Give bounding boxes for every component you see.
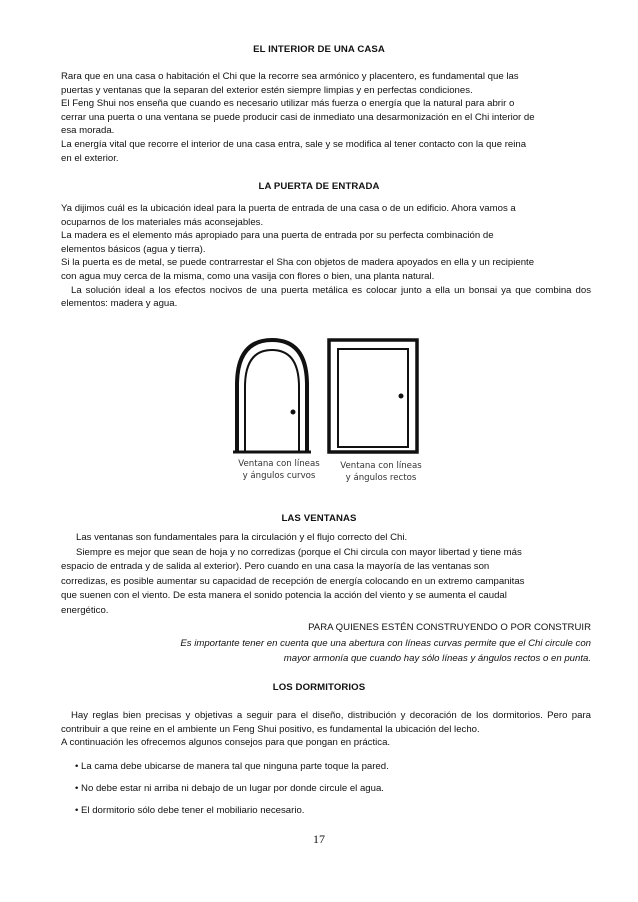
interior-line: El Feng Shui nos enseña que cuando es necesario utilizar más fuerza o energía que la natural para abrir o: [61, 98, 515, 110]
curved-window-handle: [291, 410, 296, 415]
interior-line: La energía vital que recorre el interior de una casa entra, sale y se modifica al tener contacto con la que reina: [61, 138, 527, 150]
windows-paragraph: [61, 531, 591, 619]
builders-note-line: mayor armonía que cuando hay sólo líneas y ángulos rectos o en punta.: [283, 653, 591, 664]
curved-caption-line: Ventana con líneas: [238, 459, 320, 469]
section-title-entrance: LA PUERTA DE ENTRADA: [258, 181, 380, 192]
rect-window-handle: [399, 394, 404, 399]
curved-window-outer: [237, 340, 307, 452]
rect-window-caption: [331, 460, 431, 484]
rect-caption-line: y ángulos rectos: [345, 473, 417, 483]
bedrooms-intro-last: A continuación les ofrecemos algunos consejos para que pongan en práctica.: [61, 737, 391, 749]
section-title-interior: EL INTERIOR DE UNA CASA: [253, 44, 385, 55]
bedroom-tip: • No debe estar ni arriba ni debajo de un lugar por donde circule el agua.: [75, 783, 384, 794]
entrance-line: Si la puerta es de metal, se puede contrarrestar el Sha con objetos de madera apoyados en ella y un recipiente: [61, 257, 535, 269]
windows-line: espacio de entrada y de salida al exterior). Pero cuando en una casa la mayoría de las ventanas son: [61, 561, 490, 573]
curved-window-inner: [245, 350, 299, 452]
curved-caption-line: y ángulos curvos: [242, 471, 316, 481]
rect-caption-line: Ventana con líneas: [340, 461, 422, 471]
windows-line: corredizas, es posible aumentar su capacidad de recepción de energía colocando en un extremo campanitas: [61, 575, 525, 587]
rect-window-outer: [329, 340, 417, 452]
bedroom-tip: • El dormitorio sólo debe tener el mobiliario necesario.: [75, 805, 305, 816]
interior-paragraph: [61, 70, 591, 165]
bedrooms-intro: Hay reglas bien precisas y objetivas a seguir para el diseño, distribución y decoración de los dormitorios. Pero para contribuir a que reine en el ambiente un Feng Shui positivo, es fundamental la ubicación del lecho.: [61, 710, 591, 735]
interior-line: cerrar una puerta o una ventana se puede producir casi de inmediato una desarmonización en el Chi interior de: [61, 111, 535, 123]
bedroom-tip: • La cama debe ubicarse de manera tal que ninguna parte toque la pared.: [75, 761, 389, 772]
curved-window-caption: [231, 458, 327, 482]
builders-note: [61, 636, 591, 666]
entrance-line: elementos básicos (agua y tierra).: [61, 243, 206, 255]
entrance-paragraph: [61, 202, 591, 311]
interior-line: esa morada.: [61, 125, 115, 137]
entrance-line: Ya dijimos cuál es la ubicación ideal para la puerta de entrada de una casa o de un edificio. Ahora vamos a: [61, 203, 516, 214]
interior-line: Rara que en una casa o habitación el Chi que la recorre sea armónico y placentero, es fundamental que las: [61, 71, 519, 82]
page-number: 17: [313, 832, 325, 846]
windows-line: Siempre es mejor que sean de hoja y no corredizas (porque el Chi circula con mayor libertad y tiene más: [76, 546, 522, 558]
windows-line: Las ventanas son fundamentales para la circulación y el flujo correcto del Chi.: [76, 532, 408, 543]
interior-line: en el exterior.: [61, 152, 119, 164]
builders-note-line: Es importante tener en cuenta que una abertura con líneas curvas permite que el Chi circule con: [180, 638, 591, 649]
windows-illustration: [227, 330, 439, 460]
entrance-line: ocuparnos de los materiales más aconsejables.: [61, 216, 264, 228]
section-title-windows: LAS VENTANAS: [281, 513, 357, 524]
windows-figure: [227, 330, 439, 490]
section-title-bedrooms: LOS DORMITORIOS: [272, 682, 366, 693]
entrance-closing: La solución ideal a los efectos nocivos de una puerta metálica es colocar junto a ella un bonsai ya que combina dos elementos: madera y agua.: [61, 284, 591, 310]
builders-heading: PARA QUIENES ESTÉN CONSTRUYENDO O POR CONSTRUIR: [308, 622, 591, 633]
windows-line: que suenen con el viento. De esta manera el sonido potencia la acción del viento y se aumenta el caudal: [61, 590, 507, 602]
entrance-line: La madera es el elemento más apropiado para una puerta de entrada por su perfecta combinación de: [61, 230, 494, 242]
rect-window-inner: [338, 349, 408, 447]
bedrooms-paragraph: [61, 709, 591, 750]
windows-line: energético.: [61, 604, 109, 616]
entrance-line: con agua muy cerca de la misma, como una vasija con flores o bien, una planta natural.: [61, 270, 435, 282]
interior-line: puertas y ventanas que la separan del exterior estén siempre limpias y en perfectas condiciones.: [61, 84, 473, 96]
